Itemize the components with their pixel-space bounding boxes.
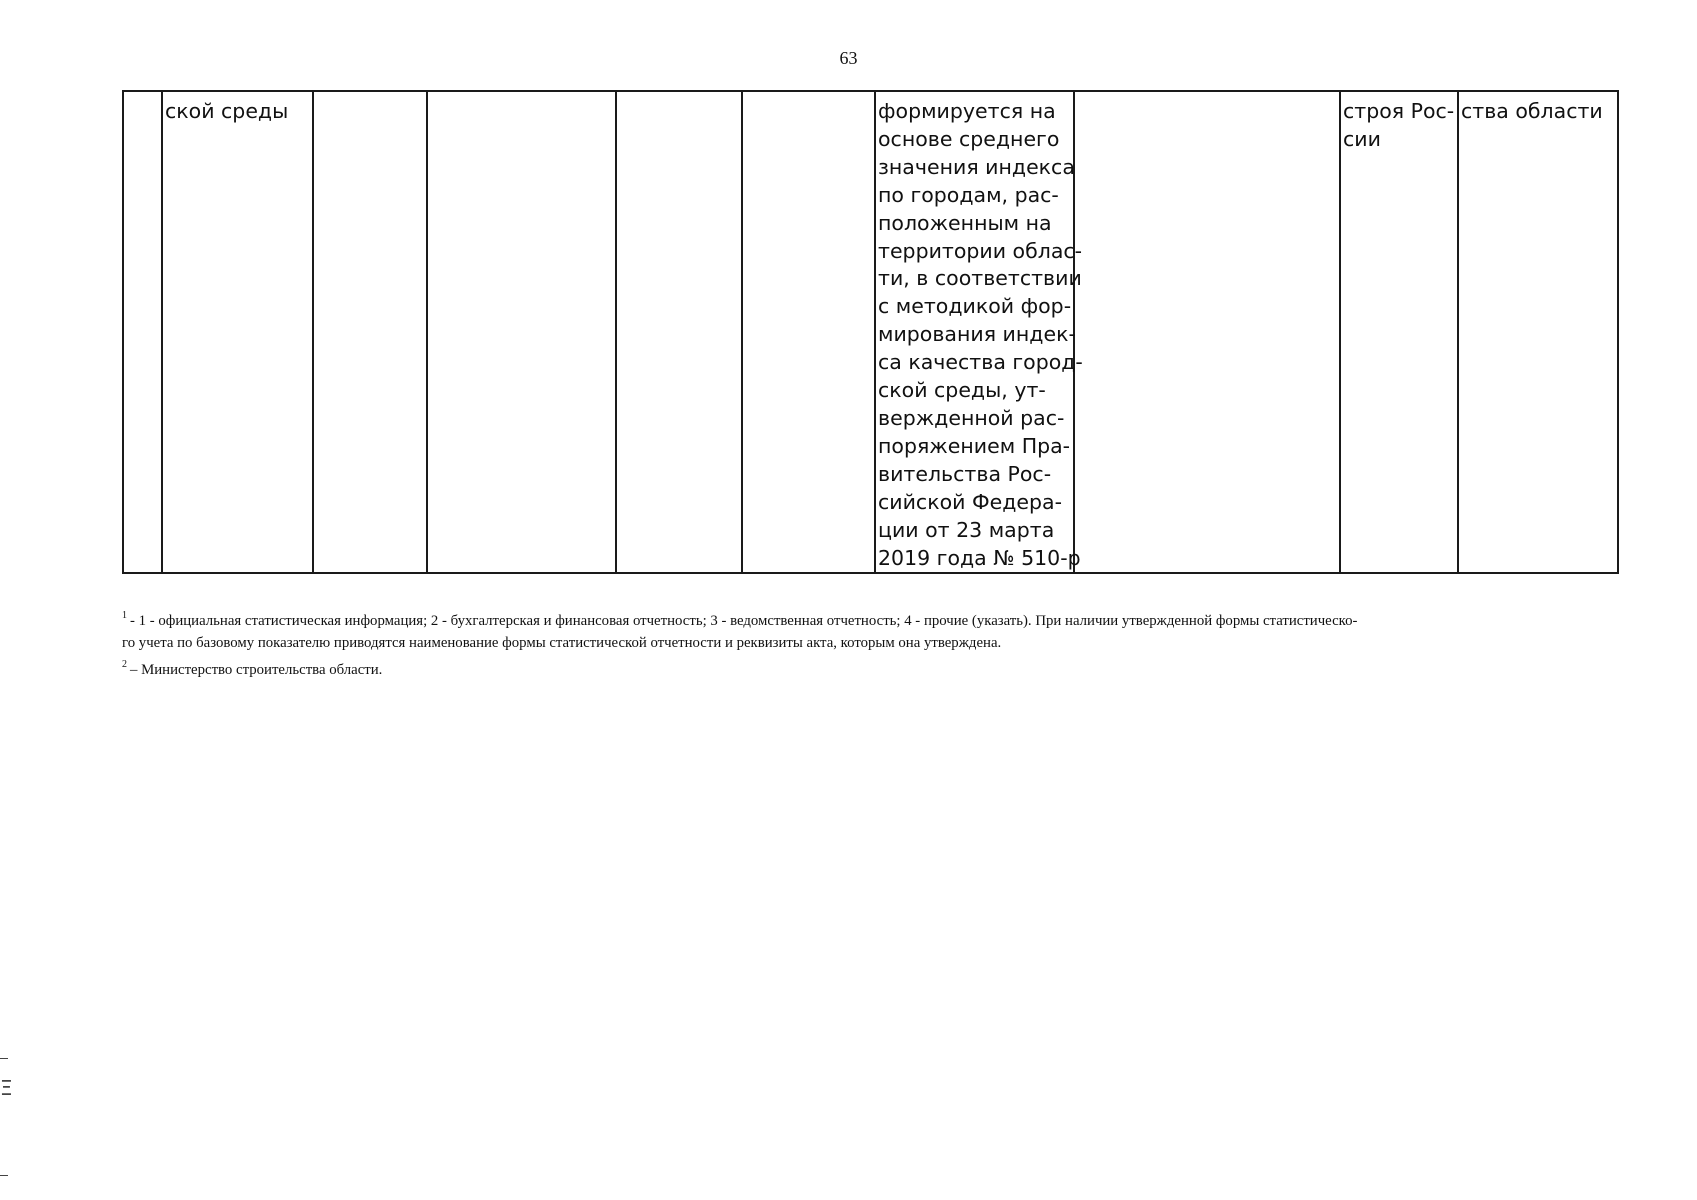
page-number: 63 xyxy=(839,48,858,68)
cell-indicator-name: ской среды xyxy=(162,91,313,573)
data-table xyxy=(122,90,1619,574)
cell-source: строя Рос- сии xyxy=(1340,91,1458,573)
margin-binding-mark: Ξ xyxy=(0,1076,13,1100)
footnote-2 xyxy=(122,654,1662,681)
cell-responsible: ства области xyxy=(1458,91,1618,573)
footnotes xyxy=(122,605,1662,681)
cell-col5 xyxy=(616,91,742,573)
footnote-1-text: - 1 - официальная статистическая информация; 2 - бухгалтерская и финансовая отчетность; 3 - ведомственная отчетность; 4 - прочие (указать). При наличии утвержденной формы статистическо- го учета по базовому показателю приводятся наименование формы статистической отчетности и реквизиты акта, которым она утверждена. xyxy=(122,613,1358,651)
margin-tick-top xyxy=(0,1058,8,1059)
margin-tick-bottom xyxy=(0,1175,8,1176)
table-row xyxy=(123,91,1618,573)
cell-number xyxy=(123,91,162,573)
footnote-2-mark: 2 xyxy=(122,659,127,670)
cell-col6 xyxy=(742,91,875,573)
cell-col4 xyxy=(427,91,616,573)
footnote-2-text: – Министерство строительства области. xyxy=(130,662,383,678)
cell-method-description: формируется на основе среднего значения индекса по городам, рас- положенным на территории облас- ти, в соответствии с методикой фор- мирования индек- са качества город- ской среды, ут- вержденной рас- поряжением Пра- вительства Рос- сийской Федера- ции от 23 марта 2019 года № 510-р xyxy=(875,91,1074,573)
cell-col8 xyxy=(1074,91,1340,573)
footnote-1-mark: 1 xyxy=(122,610,127,621)
footnote-1 xyxy=(122,605,1662,654)
cell-col3 xyxy=(313,91,427,573)
